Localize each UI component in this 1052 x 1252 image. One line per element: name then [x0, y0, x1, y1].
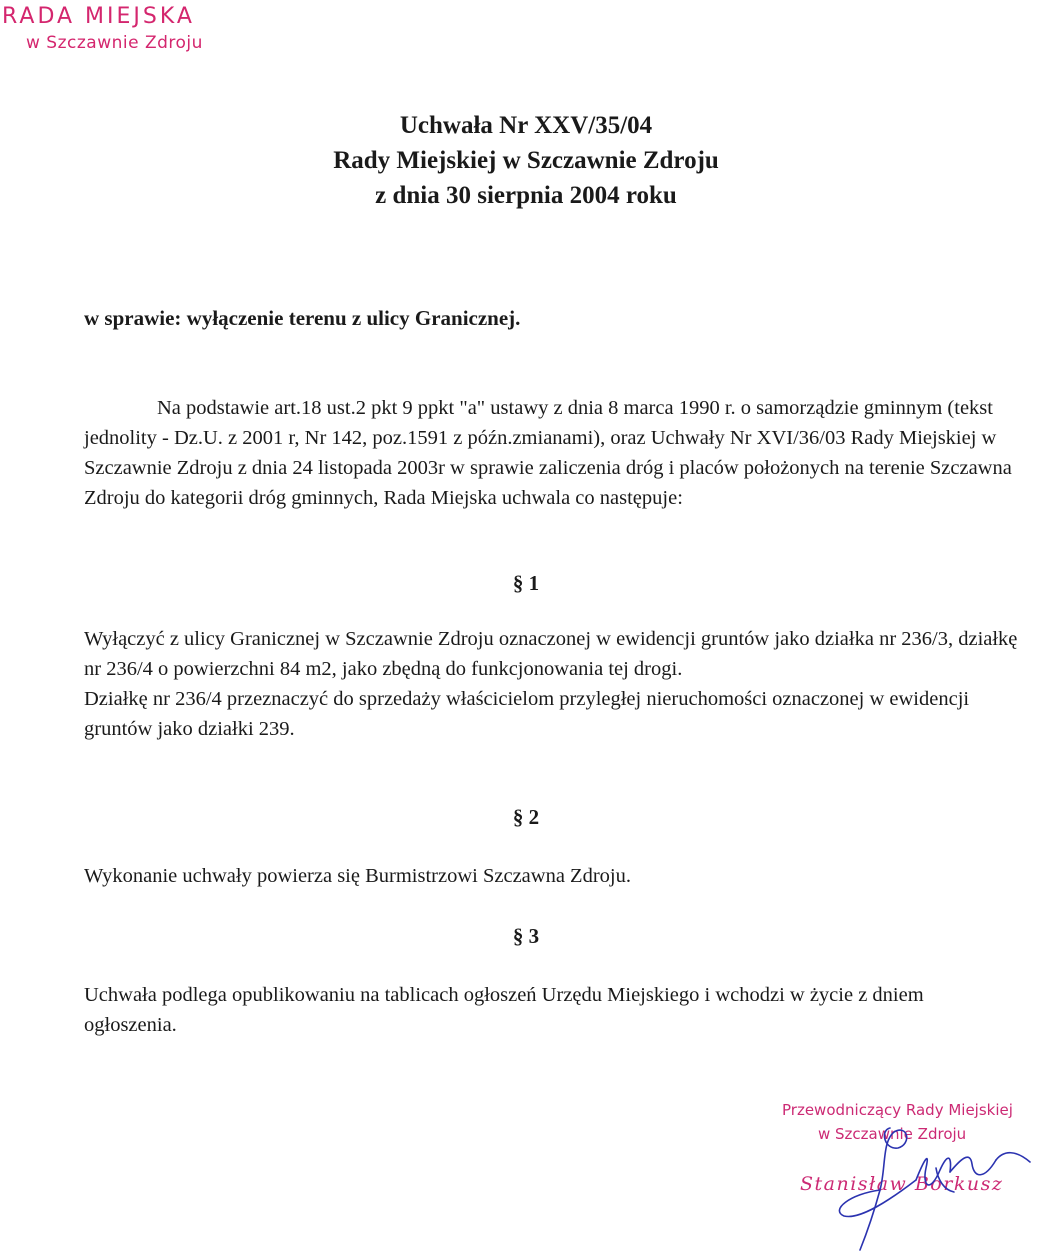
resolution-subject: w sprawie: wyłączenie terenu z ulicy Granicznej.: [84, 306, 521, 330]
section-3-paragraph-1: Uchwała podlega opublikowaniu na tablicach ogłoszeń Urzędu Miejskiego i wchodzi w życie z dniem ogłoszenia.: [84, 984, 924, 1036]
section-1-mark: § 1: [512, 571, 540, 595]
resolution-title: [0, 108, 1052, 213]
chairman-name: Stanisław Borkusz: [800, 1173, 1004, 1195]
section-2-mark: § 2: [512, 805, 540, 829]
chairman-location: w Szczawnie Zdroju: [818, 1125, 967, 1143]
section-2-body: [84, 861, 1019, 891]
signature-icon: [820, 1120, 1052, 1252]
chairman-title: Przewodniczący Rady Miejskiej: [782, 1101, 1013, 1119]
preamble-text: Na podstawie art.18 ust.2 pkt 9 ppkt "a" ustawy z dnia 8 marca 1990 r. o samorządzie gminnym (tekst jednolity - Dz.U. z 2001 r, Nr 142, poz.1591 z późn.zmianami), oraz Uchwały Nr XVI/36/03 Rady Miejskiej w Szczawnie Zdroju z dnia 24 listopada 2003r w sprawie zaliczenia dróg i placów położonych na terenie Szczawna Zdroju do kategorii dróg gminnych, Rada Miejska uchwala co następuje:: [84, 397, 1012, 509]
resolution-issuer: Rady Miejskiej w Szczawnie Zdroju: [333, 147, 719, 174]
section-3-mark: § 3: [512, 924, 540, 948]
stamp-title: RADA MIEJSKA: [2, 4, 195, 29]
preamble: [84, 393, 1019, 513]
council-stamp: [0, 4, 260, 53]
resolution-date: z dnia 30 sierpnia 2004 roku: [375, 182, 677, 209]
section-3-body: [84, 980, 1019, 1040]
section-1-paragraph-2: Działkę nr 236/4 przeznaczyć do sprzedaży właścicielom przyległej nieruchomości oznaczonej w ewidencji gruntów jako działki 239.: [84, 688, 970, 740]
stamp-location: w Szczawnie Zdroju: [26, 33, 203, 53]
section-2-paragraph-1: Wykonanie uchwały powierza się Burmistrzowi Szczawna Zdroju.: [84, 865, 631, 887]
section-1-body: [84, 624, 1019, 744]
resolution-number: Uchwała Nr XXV/35/04: [399, 112, 653, 139]
section-1-paragraph-1: Wyłączyć z ulicy Granicznej w Szczawnie Zdroju oznaczonej w ewidencji gruntów jako działka nr 236/3, działkę nr 236/4 o powierzchni 84 m2, jako zbędną do funkcjonowania tej drogi.: [84, 628, 1018, 680]
